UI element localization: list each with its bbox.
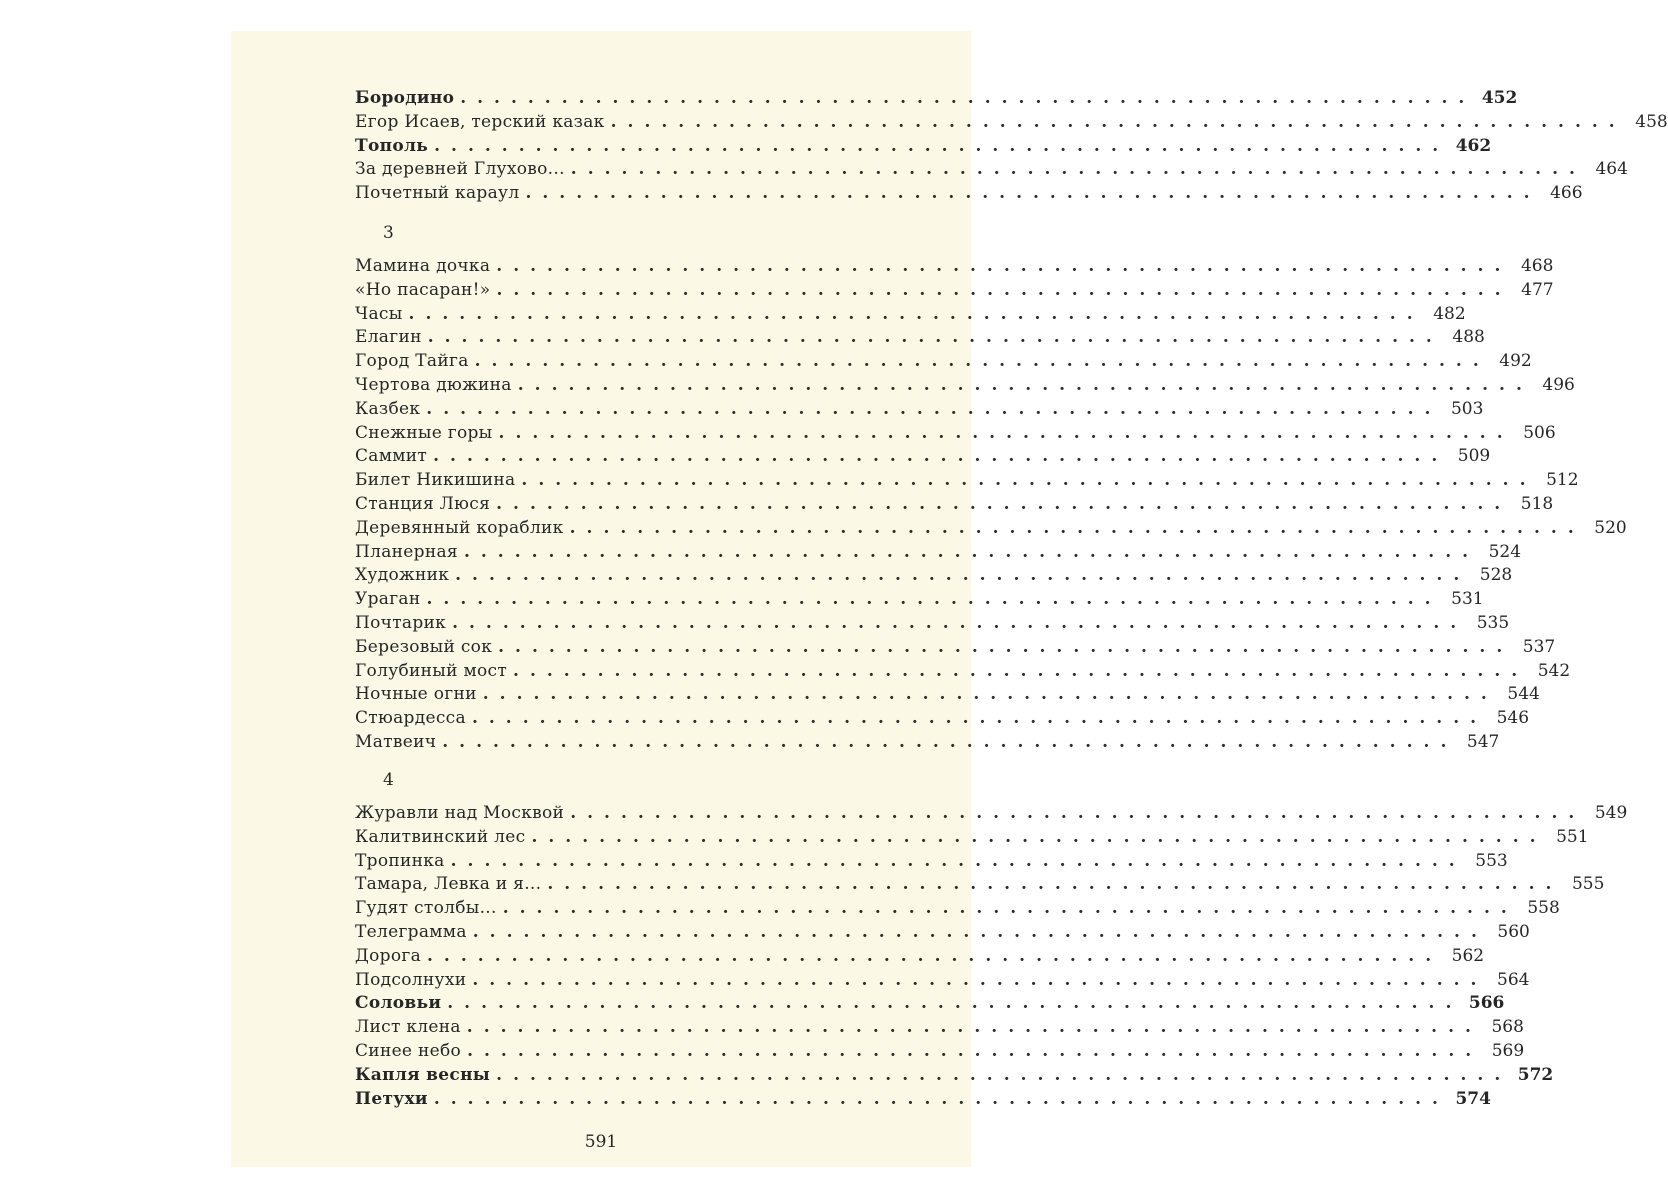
toc-entry-title: Тамара, Левка и я... <box>355 874 542 895</box>
dot-leader: ............................................................ <box>447 993 1463 1014</box>
toc-entry-title: Подсолнухи <box>355 969 467 990</box>
dot-leader: ............................................................ <box>426 589 1442 610</box>
toc-entry-title: Планерная <box>355 541 458 562</box>
toc-entry-page: 572 <box>1517 1064 1554 1085</box>
toc-entry <box>355 660 1571 684</box>
toc-entry <box>355 731 1500 755</box>
toc-entry <box>355 945 1485 969</box>
toc-entry-title: Тропинка <box>355 850 445 871</box>
toc-entry-title: За деревней Глухово... <box>355 159 565 180</box>
dot-leader: ............................................................ <box>498 422 1514 443</box>
toc-entry-page: 496 <box>1542 374 1575 395</box>
toc-entry-page: 466 <box>1550 183 1583 204</box>
toc-entry-page: 528 <box>1479 565 1513 586</box>
toc-entry <box>355 422 1556 446</box>
toc-entry-page: 488 <box>1452 327 1485 348</box>
toc-entry <box>355 303 1466 327</box>
toc-entry-page: 560 <box>1497 921 1530 942</box>
toc-entry-title: Почтарик <box>355 612 447 633</box>
toc-list-group-1 <box>355 87 1668 206</box>
toc-entry-title: Дорога <box>355 945 422 966</box>
toc-entry-title: Елагин <box>355 327 422 348</box>
dot-leader: ............................................................ <box>474 351 1490 372</box>
toc-entry <box>355 612 1510 636</box>
dot-leader: ............................................................ <box>426 398 1442 419</box>
toc-entry <box>355 826 1589 850</box>
dot-leader: ............................................................ <box>496 279 1512 300</box>
dot-leader: ............................................................ <box>521 470 1537 491</box>
toc-entry-page: 547 <box>1466 731 1500 752</box>
toc-entry <box>355 517 1627 541</box>
toc-entry-title: Лист клена <box>355 1017 461 1038</box>
toc-entry-page: 462 <box>1455 135 1492 156</box>
toc-entry <box>355 873 1605 897</box>
toc-entry <box>355 158 1628 182</box>
toc-list-group-4 <box>355 802 1628 1111</box>
toc-entry-title: Синее небо <box>355 1040 462 1061</box>
toc-entry <box>355 969 1530 993</box>
toc-entry <box>355 683 1540 707</box>
dot-leader: ............................................................ <box>442 731 1458 752</box>
toc-entry <box>355 1016 1524 1040</box>
toc-entry-title: Бородино <box>355 88 455 108</box>
dot-leader: ............................................................ <box>517 374 1533 395</box>
toc-entry <box>355 135 1492 159</box>
toc-entry-title: Матвеич <box>355 731 437 752</box>
dot-leader: ............................................................ <box>467 1040 1483 1061</box>
toc-entry-page: 477 <box>1521 279 1554 300</box>
toc-entry-title: Мамина дочка <box>355 256 491 276</box>
toc-entry-page: 562 <box>1451 945 1485 966</box>
toc-entry-page: 568 <box>1491 1017 1524 1038</box>
toc-entry <box>355 398 1484 422</box>
dot-leader: ............................................................ <box>525 183 1541 204</box>
dot-leader: ............................................................ <box>570 803 1586 823</box>
toc-entry <box>355 469 1579 493</box>
toc-entry <box>355 992 1505 1016</box>
toc-entry-page: 558 <box>1527 898 1560 919</box>
toc-entry-page: 512 <box>1546 470 1579 491</box>
dot-leader: ............................................................ <box>482 684 1498 705</box>
toc-entry-title: «Но пасаран!» <box>355 279 491 300</box>
toc-entry-title: Егор Исаев, терский казак <box>355 111 605 132</box>
toc-entry <box>355 921 1530 945</box>
toc-entry <box>355 564 1513 588</box>
toc-entry-page: 509 <box>1457 446 1491 467</box>
dot-leader: ............................................................ <box>427 945 1443 966</box>
toc-entry-page: 553 <box>1475 850 1508 871</box>
toc-entry <box>355 279 1554 303</box>
toc-entry-page: 546 <box>1496 708 1530 729</box>
section-heading-3: 3 <box>383 223 394 243</box>
toc-entry-page: 551 <box>1556 826 1589 847</box>
dot-leader: ............................................................ <box>496 256 1512 276</box>
toc-entry <box>355 374 1575 398</box>
dot-leader: ............................................................ <box>433 1088 1449 1109</box>
dot-leader: ............................................................ <box>408 303 1424 324</box>
dot-leader: ............................................................ <box>433 446 1449 467</box>
toc-entry-title: Капля весны <box>355 1064 491 1085</box>
toc-entry <box>355 87 1518 111</box>
toc-entry <box>355 326 1485 350</box>
toc-entry-page: 549 <box>1594 803 1628 823</box>
dot-leader: ............................................................ <box>610 111 1626 132</box>
toc-entry <box>355 255 1554 279</box>
book-page <box>231 31 1668 1167</box>
toc-entry-title: Голубиный мост <box>355 660 508 681</box>
toc-entry-title: Художник <box>355 565 450 586</box>
dot-leader: ............................................................ <box>498 636 1514 657</box>
toc-entry <box>355 1064 1554 1088</box>
dot-leader: ............................................................ <box>502 898 1518 919</box>
toc-entry-title: Казбек <box>355 398 421 419</box>
toc-entry-page: 518 <box>1520 493 1554 514</box>
toc-entry <box>355 707 1530 731</box>
toc-entry <box>355 111 1668 135</box>
toc-entry-page: 520 <box>1594 517 1627 538</box>
toc-entry-page: 542 <box>1537 660 1571 681</box>
toc-entry-title: Телеграмма <box>355 921 467 942</box>
toc-entry-title: Снежные горы <box>355 422 493 443</box>
toc-entry-page: 506 <box>1523 422 1556 443</box>
toc-entry-page: 555 <box>1571 874 1605 895</box>
toc-entry-page: 531 <box>1451 589 1484 610</box>
dot-leader: ............................................................ <box>472 921 1488 942</box>
toc-entry-title: Город Тайга <box>355 351 469 372</box>
toc-entry <box>355 588 1484 612</box>
dot-leader: ............................................................ <box>460 88 1476 108</box>
dot-leader: ............................................................ <box>531 826 1547 847</box>
toc-entry-title: Ураган <box>355 589 421 610</box>
dot-leader: ............................................................ <box>471 708 1488 729</box>
toc-entry-title: Петухи <box>355 1088 428 1109</box>
dot-leader: ............................................................ <box>463 541 1480 562</box>
toc-entry-title: Гудят столбы... <box>355 898 497 919</box>
toc-entry-title: Станция Люся <box>355 493 491 514</box>
dot-leader: ............................................................ <box>496 493 1512 514</box>
toc-entry-title: Калитвинский лес <box>355 826 526 847</box>
toc-entry-page: 524 <box>1488 541 1522 562</box>
toc-entry-title: Ночные огни <box>355 684 477 705</box>
toc-entry-page: 569 <box>1491 1040 1525 1061</box>
toc-entry-page: 464 <box>1595 159 1628 180</box>
toc-entry <box>355 636 1556 660</box>
toc-entry-page: 537 <box>1522 636 1556 657</box>
dot-leader: ............................................................ <box>472 969 1488 990</box>
toc-entry-title: Часы <box>355 303 403 324</box>
toc-entry <box>355 493 1554 517</box>
toc-entry-page: 492 <box>1499 351 1532 372</box>
toc-entry-page: 452 <box>1481 88 1518 108</box>
dot-leader: ............................................................ <box>547 874 1563 895</box>
section-heading-4: 4 <box>383 770 394 790</box>
toc-entry-title: Саммит <box>355 446 428 467</box>
page-number: 591 <box>584 1132 618 1152</box>
toc-entry-page: 574 <box>1455 1088 1491 1109</box>
toc-entry-title: Тополь <box>355 135 429 156</box>
toc-entry-title: Деревянный кораблик <box>355 517 564 538</box>
toc-entry-page: 564 <box>1497 969 1530 990</box>
toc-entry-page: 566 <box>1468 993 1505 1014</box>
toc-entry <box>355 850 1508 874</box>
dot-leader: ............................................................ <box>427 327 1443 348</box>
toc-entry-page: 503 <box>1450 398 1484 419</box>
toc-entry <box>355 445 1491 469</box>
toc-entry-title: Почетный караул <box>355 183 520 204</box>
dot-leader: ............................................................ <box>455 565 1471 586</box>
toc-entry <box>355 541 1522 565</box>
dot-leader: ............................................................ <box>496 1064 1512 1085</box>
toc-entry <box>355 802 1628 826</box>
dot-leader: ............................................................ <box>513 660 1529 681</box>
toc-entry <box>355 1088 1491 1112</box>
toc-entry-title: Стюардесса <box>355 708 466 729</box>
dot-leader: ............................................................ <box>466 1017 1482 1038</box>
toc-entry-title: Березовый сок <box>355 636 493 657</box>
toc-entry-page: 468 <box>1520 256 1554 276</box>
toc-list-group-3 <box>355 255 1627 755</box>
toc-entry-page: 458 <box>1635 111 1668 132</box>
toc-entry-page: 535 <box>1476 612 1510 633</box>
toc-entry-title: Чертова дюжина <box>355 374 512 395</box>
toc-entry-page: 544 <box>1507 684 1540 705</box>
toc-entry <box>355 897 1560 921</box>
dot-leader: ............................................................ <box>450 850 1466 871</box>
toc-entry-page: 482 <box>1433 303 1466 324</box>
toc-entry <box>355 1040 1525 1064</box>
toc-entry-title: Соловьи <box>355 993 442 1014</box>
toc-entry-title: Журавли над Москвой <box>355 803 565 823</box>
dot-leader: ............................................................ <box>569 517 1585 538</box>
dot-leader: ............................................................ <box>570 159 1586 180</box>
toc-entry <box>355 182 1583 206</box>
toc-entry <box>355 350 1532 374</box>
dot-leader: ............................................................ <box>452 612 1468 633</box>
dot-leader: ............................................................ <box>434 135 1450 156</box>
toc-entry-title: Билет Никишина <box>355 470 516 491</box>
